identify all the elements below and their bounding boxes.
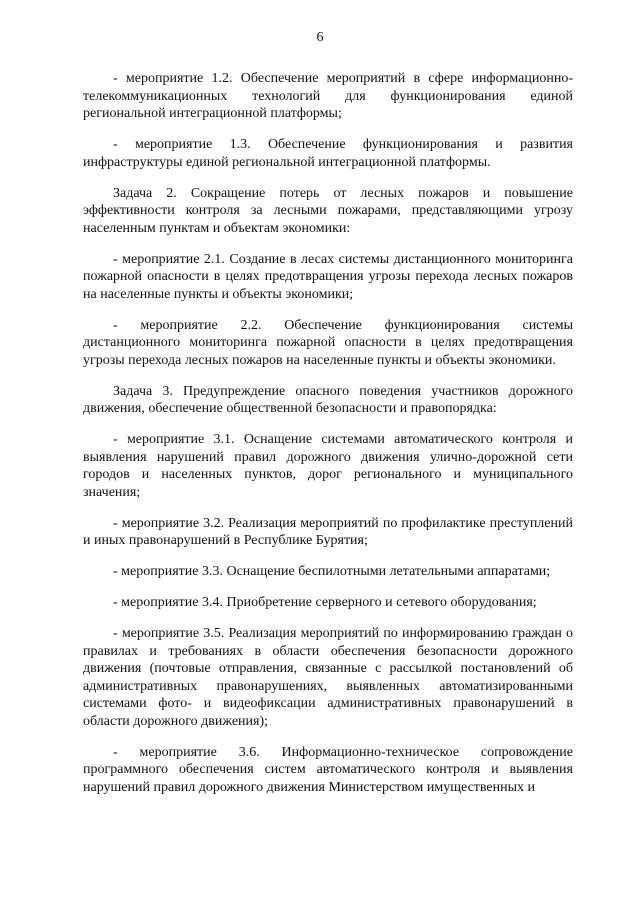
paragraph-measure-2-2: - мероприятие 2.2. Обеспечение функционирования системы дистанционного мониторинга пожарной опасности в целях предотвращения угрозы перехода лесных пожаров на населенные пункты и объекты экономики. [83,317,573,368]
paragraph-measure-3-2: - мероприятие 3.2. Реализация мероприятий по профилактике преступлений и иных правонарушений в Республике Бурятия; [83,515,573,548]
paragraph-measure-1-3: - мероприятие 1.3. Обеспечение функционирования и развития инфраструктуры единой региональной интеграционной платформы. [83,137,573,170]
paragraph-measure-3-3: - мероприятие 3.3. Оснащение беспилотными летательными аппаратами; [113,564,551,579]
paragraph-measure-3-5: - мероприятие 3.5. Реализация мероприятий по информированию граждан о правилах и требованиях в области обеспечения безопасности дорожного движения (почтовые отправления, связанные с рассылкой постановлений об административных правонарушениях, выявленных автоматизированными системами фото- и видеофиксации административных правонарушений в области дорожного движения); [83,626,573,729]
paragraph-measure-3-4: - мероприятие 3.4. Приобретение серверного и сетевого оборудования; [113,595,537,610]
paragraph-measure-2-1: - мероприятие 2.1. Создание в лесах системы дистанционного мониторинга пожарной опасности в целях предотвращения угрозы перехода лесных пожаров на населенные пункты и объекты экономики; [83,251,573,302]
paragraph-measure-3-6: - мероприятие 3.6. Информационно-техническое сопровождение программного обеспечения систем автоматического контроля и выявления нарушений правил дорожного движения Министерством имущественных и [83,744,573,795]
document-body [83,70,573,810]
paragraph-task-3: Задача 3. Предупреждение опасного поведения участников дорожного движения, обеспечение общественной безопасности и правопорядка: [83,383,573,416]
page-number: 6 [316,30,324,45]
paragraph-measure-1-2: - мероприятие 1.2. Обеспечение мероприятий в сфере информационно-телекоммуникационных технологий для функционирования единой региональной интеграционной платформы; [83,71,573,121]
paragraph-measure-3-1: - мероприятие 3.1. Оснащение системами автоматического контроля и выявления нарушений правил дорожного движения улично-дорожной сети городов и населенных пунктов, дорог регионального и муниципального значения; [83,432,573,500]
paragraph-task-2: Задача 2. Сокращение потерь от лесных пожаров и повышение эффективности контроля за лесными пожарами, представляющими угрозу населенным пунктам и объектам экономики: [83,185,573,236]
